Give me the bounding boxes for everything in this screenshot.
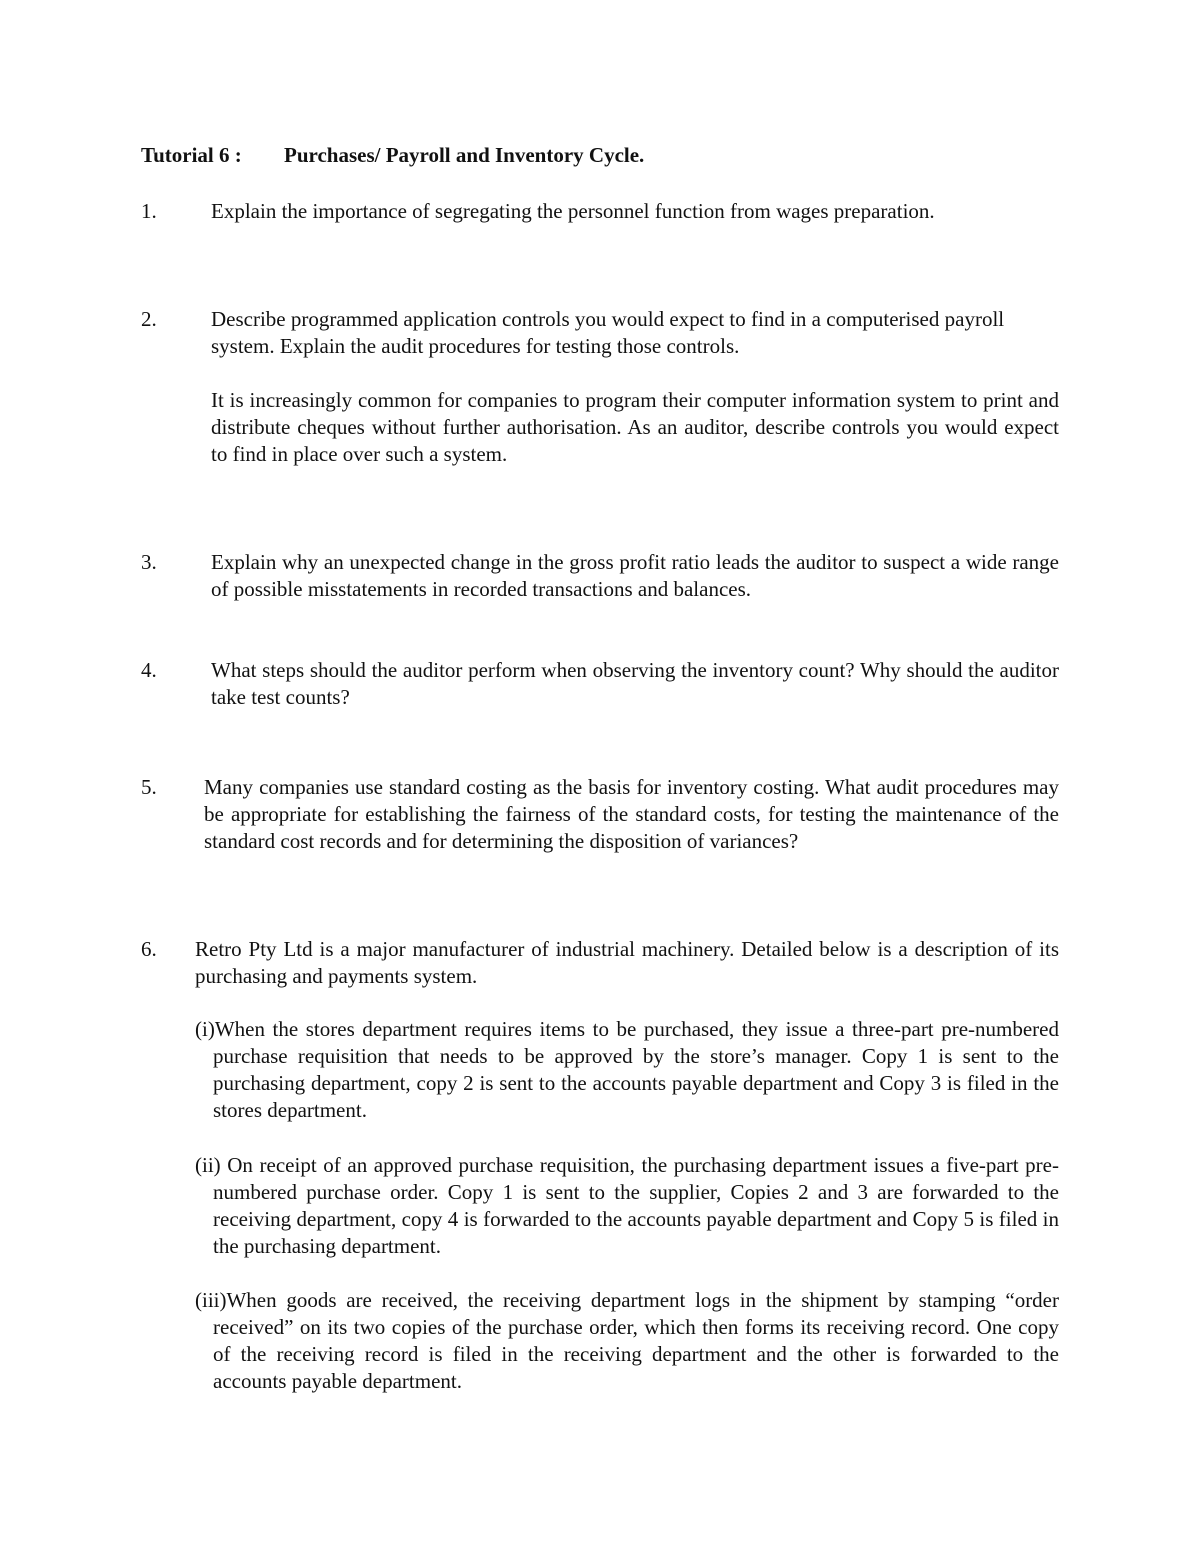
question-number-5: 5. bbox=[141, 775, 157, 799]
question-6-part-ii: (ii) On receipt of an approved purchase requisition, the purchasing department issues a five-part pre-numbered purchase order. Copy 1 is sent to the supplier, Copies 2 and 3 are forwarded to the receiving department, copy 4 is forwarded to the accounts payable department and Copy 5 is filed in the purchasing department. bbox=[195, 1153, 1059, 1258]
question-2-followup: It is increasingly common for companies to program their computer information system to print and distribute cheques without further authorisation. As an auditor, describe controls you would expect to find in place over such a system. bbox=[211, 388, 1059, 466]
question-4-text: What steps should the auditor perform when observing the inventory count? Why should the auditor take test counts? bbox=[211, 658, 1059, 709]
question-6-intro: Retro Pty Ltd is a major manufacturer of industrial machinery. Detailed below is a description of its purchasing and payments system. bbox=[195, 937, 1059, 988]
question-2-text: Describe programmed application controls you would expect to find in a computerised payroll system. Explain the audit procedures for testing those controls. bbox=[211, 307, 1005, 358]
tutorial-topic: Purchases/ Payroll and Inventory Cycle. bbox=[284, 143, 645, 167]
question-number-2: 2. bbox=[141, 307, 157, 331]
question-6-part-i: (i)When the stores department requires items to be purchased, they issue a three-part pre-numbered purchase requisition that needs to be approved by the store’s manager. Copy 1 is sent to the purchasing department, copy 2 is sent to the accounts payable department and Copy 3 is filed in the stores department. bbox=[195, 1017, 1059, 1122]
page-title bbox=[141, 143, 644, 168]
question-number-1: 1. bbox=[141, 199, 157, 223]
question-number-3: 3. bbox=[141, 550, 157, 574]
question-number-4: 4. bbox=[141, 658, 157, 682]
question-6-part-iii: (iii)When goods are received, the receiving department logs in the shipment by stamping “order received” on its two copies of the purchase order, which then forms its receiving record. One copy of the receiving record is filed in the receiving department and the other is forwarded to the accounts payable department. bbox=[195, 1288, 1059, 1393]
question-5-text: Many companies use standard costing as the basis for inventory costing. What audit procedures may be appropriate for establishing the fairness of the standard costs, for testing the maintenance of the standard cost records and for determining the disposition of variances? bbox=[204, 775, 1059, 853]
question-3-text: Explain why an unexpected change in the gross profit ratio leads the auditor to suspect a wide range of possible misstatements in recorded transactions and balances. bbox=[211, 550, 1059, 601]
question-number-6: 6. bbox=[141, 937, 157, 961]
tutorial-label: Tutorial 6 : bbox=[141, 143, 242, 167]
question-1-text: Explain the importance of segregating the personnel function from wages preparation. bbox=[211, 199, 935, 223]
